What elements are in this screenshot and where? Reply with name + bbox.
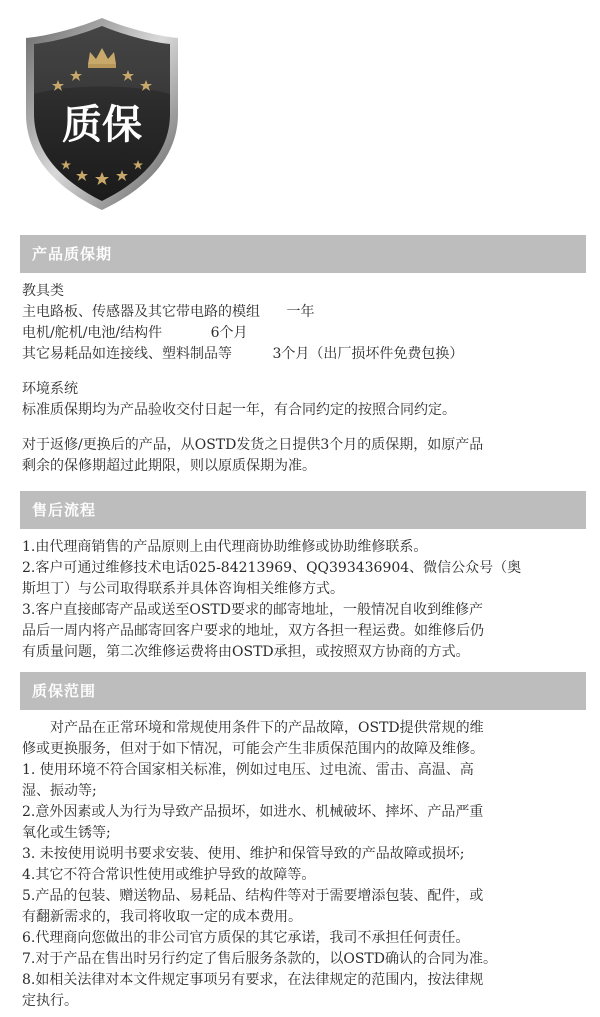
scope-line: 5.产品的包装、赠送物品、易耗品、结构件等对于需要增添包装、配件，或 [22, 888, 484, 904]
scope-line: 湿、振动等; [22, 783, 97, 799]
scope-line: 3. 未按使用说明书要求安装、使用、维护和保管导致的产品故障或损坏; [22, 846, 465, 862]
warranty-period-content [22, 281, 582, 477]
item-name: 电机/舵机/电池/结构件 [22, 325, 163, 341]
scope-line: 8.如相关法律对本文件规定事项另有要求，在法律规定的范围内，按法律规 [22, 972, 484, 988]
after-sales-line: 1.由代理商销售的产品原则上由代理商协助维修或协助维修联系。 [22, 539, 428, 555]
scope-line: 6.代理商向您做出的非公司官方质保的其它承诺，我司不承担任何责任。 [22, 930, 470, 946]
spacer [22, 365, 582, 379]
after-sales-line: 品后一周内将产品邮寄回客户要求的地址，双方各担一程运费。如维修后仍 [22, 623, 484, 639]
item-period: 3个月（出厂损坏件免费包换） [272, 346, 464, 362]
scope-line: 1. 使用环境不符合国家相关标准，例如过电压、过电流、雷击、高温、高 [22, 762, 474, 778]
spacer [22, 421, 582, 435]
after-sales-line: 3.客户直接邮寄产品或送至OSTD要求的邮寄地址，一般情况自收到维修产 [22, 602, 483, 618]
after-sales-content [22, 537, 582, 663]
scope-line: 定执行。 [22, 993, 78, 1009]
item-name: 主电路板、传感器及其它带电路的模组 [22, 304, 260, 320]
after-sales-line: 有质量问题，第二次维修运费将由OSTD承担，或按照双方协商的方式。 [22, 644, 470, 660]
warranty-scope-content [22, 718, 582, 1012]
return-text-line: 对于返修/更换后的产品，从OSTD发货之日提供3个月的质保期，如原产品 [22, 437, 484, 453]
after-sales-line: 斯坦丁）与公司取得联系并具体咨询相关维修方式。 [22, 581, 344, 597]
item-period: 一年 [286, 304, 315, 320]
item-name: 其它易耗品如连接线、塑料制品等 [22, 346, 232, 362]
shield-icon [18, 14, 186, 214]
after-sales-line: 2.客户可通过维修技术电话025-84213969、QQ393436904、微信公众号（奥 [22, 560, 522, 576]
section-title-warranty-scope: 质保范围 [20, 672, 586, 710]
scope-line: 2.意外因素或人为行为导致产品损坏，如进水、机械破坏、摔坏、产品严重 [22, 804, 484, 820]
section-title-warranty-period: 产品质保期 [20, 235, 586, 273]
scope-line: 7.对于产品在售出时另行约定了售后服务条款的，以OSTD确认的合同为准。 [22, 951, 497, 967]
category-teaching-aids: 教具类 [22, 283, 64, 299]
category-environment: 环境系统 [22, 381, 78, 397]
scope-intro-line: 对产品在正常环境和常规使用条件下的产品故障，OSTD提供常规的维 [50, 720, 484, 736]
scope-line: 氧化或生锈等; [22, 825, 111, 841]
scope-line: 4.其它不符合常识性使用或维护导致的故障等。 [22, 867, 316, 883]
warranty-row-circuit [22, 302, 582, 323]
item-period: 6个月 [210, 325, 248, 341]
badge-title: 质保 [62, 102, 142, 148]
warranty-row-motor [22, 323, 582, 344]
scope-line: 有翻新需求的，我司将收取一定的成本费用。 [22, 909, 302, 925]
warranty-row-consumables [22, 344, 582, 365]
environment-text: 标准质保期均为产品验收交付日起一年，有合同约定的按照合同约定。 [22, 402, 456, 418]
return-text-line: 剩余的保修期超过此期限，则以原质保期为准。 [22, 458, 316, 474]
section-title-after-sales: 售后流程 [20, 491, 586, 529]
warranty-shield-badge [18, 14, 186, 214]
scope-intro-line: 修或更换服务，但对于如下情况，可能会产生非质保范围内的故障及维修。 [22, 741, 484, 757]
